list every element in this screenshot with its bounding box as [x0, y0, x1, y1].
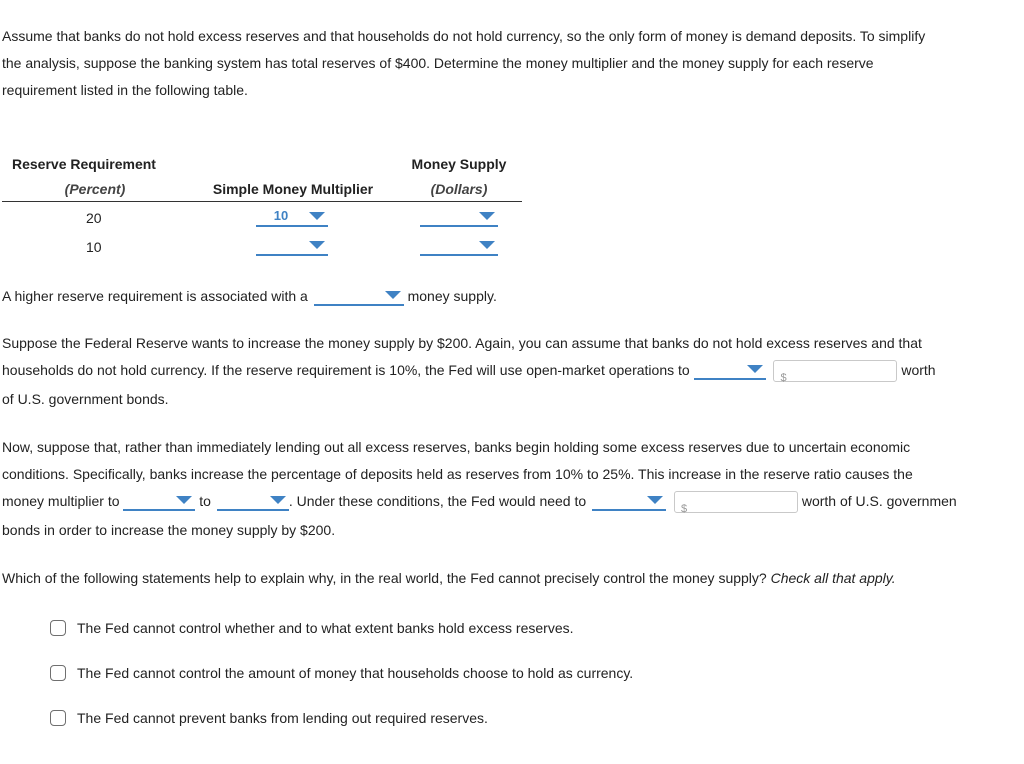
- checkbox-1[interactable]: [50, 620, 66, 636]
- fed-increase-line-1: Suppose the Federal Reserve wants to increase the money supply by $200. Again, you can assume that banks do not hold excess reserves and that: [2, 335, 922, 351]
- option-3[interactable]: [50, 710, 488, 726]
- intro-line-1: Assume that banks do not hold excess reserves and that households do not hold currency, so the only form of money is demand deposits. To simplify: [2, 28, 926, 44]
- fed-increase-worth-text: worth: [901, 362, 936, 378]
- chevron-down-icon: [479, 212, 495, 220]
- reserve-cell-row-2: 10: [86, 239, 102, 255]
- excess-reserves-line-4: bonds in order to increase the money supply by $200.: [2, 522, 336, 538]
- intro-line-2: the analysis, suppose the banking system has total reserves of $400. Determine the money multiplier and the money supply for each reserve: [2, 55, 874, 71]
- fed-increase-line-2-text: households do not hold currency. If the reserve requirement is 10%, the Fed will use open-market operations to: [2, 362, 690, 378]
- multiplier-to-dropdown[interactable]: [217, 493, 289, 511]
- excess-bond-amount-input[interactable]: [674, 491, 798, 516]
- multiplier-from-dropdown[interactable]: [123, 493, 195, 511]
- dollar-sign-icon: $: [780, 372, 787, 385]
- bond-amount-input[interactable]: [773, 360, 897, 385]
- option-1[interactable]: [50, 620, 574, 636]
- option-2-label: The Fed cannot control the amount of money that households choose to hold as currency.: [77, 665, 634, 681]
- option-1-label: The Fed cannot control whether and to what extent banks hold excess reserves.: [77, 620, 574, 636]
- excess-reserves-line-1: Now, suppose that, rather than immediately lending out all excess reserves, banks begin holding some excess reserves due to uncertain economic: [2, 439, 911, 455]
- chevron-down-icon: [309, 241, 325, 249]
- col-subheader-dollars: (Dollars): [430, 181, 488, 197]
- fed-increase-line-3: of U.S. government bonds.: [2, 391, 169, 407]
- multiplier-dropdown-row-2[interactable]: [256, 238, 328, 256]
- excess-reserves-line-2: conditions. Specifically, banks increase the percentage of deposits held as reserves from 10% to 25%. This increase in the reserve ratio causes the: [2, 466, 913, 482]
- chevron-down-icon: [747, 365, 763, 373]
- reserve-cell-row-1: 20: [86, 210, 102, 226]
- higher-reserve-sentence: [2, 283, 497, 310]
- chevron-down-icon: [176, 496, 192, 504]
- fed-action-dropdown[interactable]: [592, 493, 666, 511]
- col-header-multiplier: Simple Money Multiplier: [212, 181, 374, 197]
- option-3-label: The Fed cannot prevent banks from lending out required reserves.: [77, 710, 488, 726]
- fed-increase-paragraph: [2, 330, 936, 413]
- money-supply-dropdown-row-2[interactable]: [420, 238, 498, 256]
- checkbox-2[interactable]: [50, 665, 66, 681]
- col-header-money-supply: Money Supply: [411, 156, 507, 172]
- excess-reserves-line-3d: worth of U.S. governmen: [801, 493, 957, 509]
- excess-reserves-line-3b: to: [199, 493, 211, 509]
- checkbox-3[interactable]: [50, 710, 66, 726]
- excess-reserves-line-3a: money multiplier to: [2, 493, 120, 509]
- question-instruction: Check all that apply.: [770, 570, 896, 586]
- intro-paragraph: [2, 23, 925, 104]
- higher-reserve-text-after: money supply.: [407, 288, 497, 304]
- question-prompt: [2, 565, 896, 592]
- chevron-down-icon: [270, 496, 286, 504]
- chevron-down-icon: [479, 241, 495, 249]
- higher-reserve-dropdown[interactable]: [314, 288, 404, 306]
- excess-reserves-line-3c: . Under these conditions, the Fed would need to: [288, 493, 587, 509]
- intro-line-3: requirement listed in the following table.: [2, 82, 248, 98]
- money-supply-dropdown-row-1[interactable]: [420, 209, 498, 227]
- table-header-rule: [2, 201, 522, 202]
- chevron-down-icon: [647, 496, 663, 504]
- open-market-action-dropdown[interactable]: [694, 362, 766, 380]
- excess-reserves-paragraph: [2, 434, 957, 544]
- higher-reserve-text-before: A higher reserve requirement is associated with a: [2, 288, 308, 304]
- col-subheader-percent: (Percent): [64, 181, 126, 197]
- multiplier-value-row-1: 10: [273, 208, 289, 223]
- chevron-down-icon: [309, 212, 325, 220]
- multiplier-dropdown-row-1[interactable]: [256, 209, 328, 227]
- dollar-sign-icon: $: [680, 503, 688, 516]
- question-text: Which of the following statements help to explain why, in the real world, the Fed cannot precisely control the money supply?: [2, 570, 767, 586]
- col-header-reserve: Reserve Requirement: [12, 156, 156, 172]
- chevron-down-icon: [385, 291, 401, 299]
- option-2[interactable]: [50, 665, 633, 681]
